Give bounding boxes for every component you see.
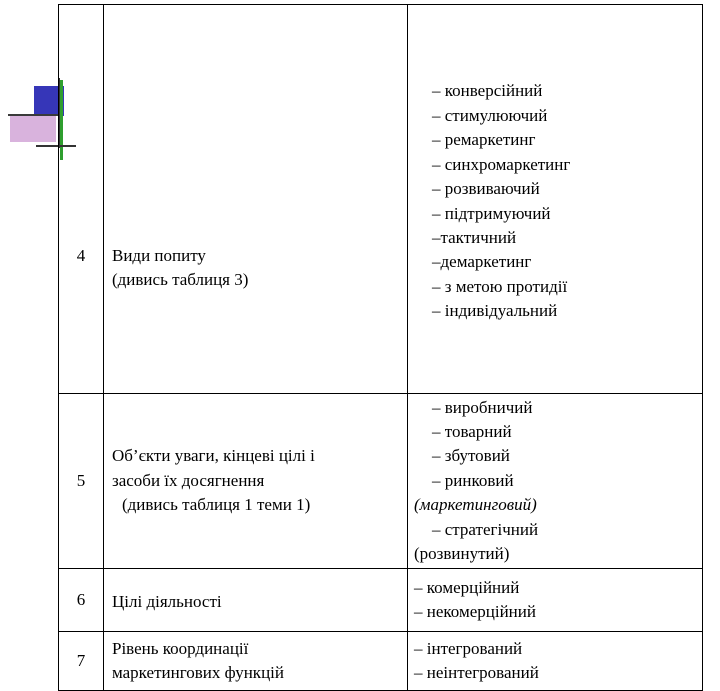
value-item: – інтегрований [414,638,523,658]
value-item: –тактичний [432,227,517,247]
row-name-line: Види попиту [112,245,206,265]
table-row-4 [59,5,703,394]
ornament-horizontal-line [8,114,58,116]
row-number [59,394,104,569]
table-row-6 [59,569,703,632]
row-name-line: маркетингових функцій [112,663,284,682]
row-number [59,5,104,394]
classification-table [58,4,703,691]
value-item: – синхромаркетинг [432,154,571,174]
value-item: – стратегічний [432,519,539,539]
value-item-note: (розвинутий) [414,544,510,564]
row-name-cell [104,394,408,569]
row-number [59,632,104,691]
row-number-text: 7 [76,650,86,670]
row-name-cell [104,632,408,691]
value-item: – виробничий [432,397,533,417]
ornament-pink-rectangle [10,114,56,142]
value-item: – розвиваючий [432,179,540,199]
row-values-cell [408,632,703,691]
value-item: – збутовий [432,446,510,466]
row-values-cell [408,5,703,394]
row-name-line: засоби їх досягнення [112,470,265,490]
row-values-cell [408,569,703,632]
value-item: – комерційний [414,577,520,597]
row-name-line: Рівень координації [112,638,249,658]
row-number [59,569,104,632]
row-name-line: Цілі діяльності [112,591,222,611]
table-row-5 [59,394,703,569]
row-number-text: 4 [76,245,86,265]
value-item: – індивідуальний [432,301,558,321]
row-name-cell [104,5,408,394]
value-item: – стимулюючий [432,105,548,125]
value-item: – неінтегрований [414,663,539,682]
value-item: – товарний [432,421,512,441]
value-item: – з метою протидії [432,276,568,296]
row-name-line: (дивись таблиця 1 теми 1) [122,495,311,515]
value-item: – підтримуючий [432,203,551,223]
row-number-text: 6 [76,589,86,609]
value-item: –демаркетинг [432,252,532,272]
value-item: – конверсійний [432,81,543,101]
table-row-7 [59,632,703,691]
value-item: – ремаркетинг [432,130,536,150]
value-item-note: (маркетинговий) [414,495,537,515]
row-number-text: 5 [76,470,86,490]
row-name-line: Об’єкти уваги, кінцеві цілі і [112,446,315,466]
value-item: – некомерційний [414,602,536,621]
row-values-cell [408,394,703,569]
value-item: – ринковий [432,470,514,490]
row-name-line: (дивись таблиця 3) [112,270,249,289]
row-name-cell [104,569,408,632]
